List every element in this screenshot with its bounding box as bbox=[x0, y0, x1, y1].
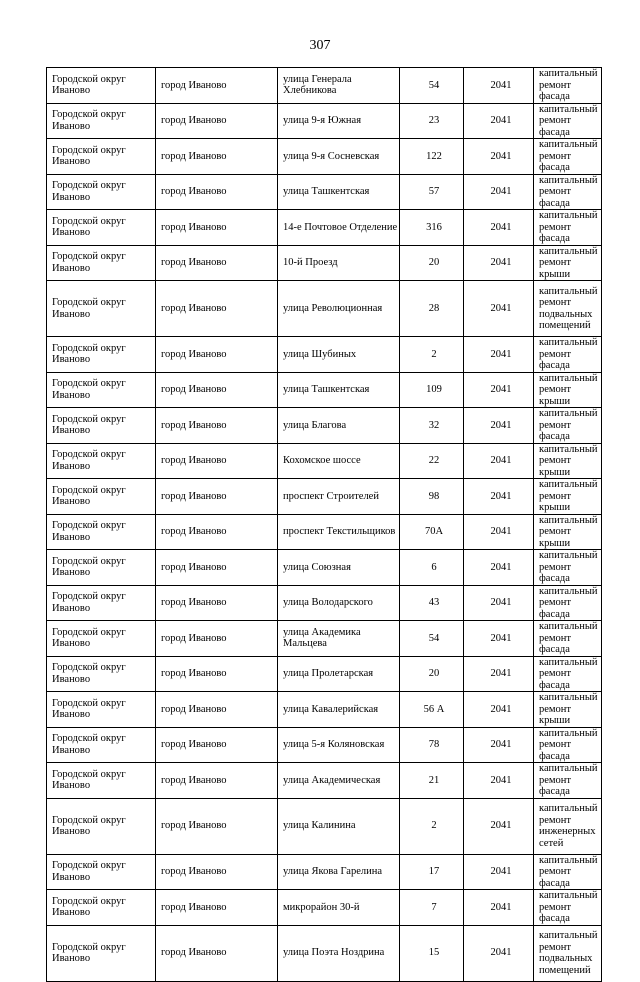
table-row bbox=[47, 443, 602, 479]
district-cell: Городской округ Иваново bbox=[47, 210, 156, 246]
year-cell: 2041 bbox=[464, 103, 534, 139]
address-table-body bbox=[47, 68, 602, 982]
table-row bbox=[47, 656, 602, 692]
house-cell: 20 bbox=[400, 656, 464, 692]
house-cell: 28 bbox=[400, 281, 464, 337]
district-cell: Городской округ Иваново bbox=[47, 727, 156, 763]
table-row bbox=[47, 727, 602, 763]
city-cell: город Иваново bbox=[156, 372, 278, 408]
house-cell: 17 bbox=[400, 854, 464, 890]
table-row bbox=[47, 514, 602, 550]
year-cell: 2041 bbox=[464, 550, 534, 586]
district-cell: Городской округ Иваново bbox=[47, 656, 156, 692]
street-cell: улица Ташкентская bbox=[278, 372, 400, 408]
table-row bbox=[47, 281, 602, 337]
work-type-cell: капитальный ремонт фасада bbox=[534, 890, 602, 926]
work-type-cell: капитальный ремонт фасада bbox=[534, 585, 602, 621]
city-cell: город Иваново bbox=[156, 210, 278, 246]
district-cell: Городской округ Иваново bbox=[47, 337, 156, 373]
street-cell: микрорайон 30-й bbox=[278, 890, 400, 926]
work-type-cell: капитальный ремонт фасада bbox=[534, 337, 602, 373]
year-cell: 2041 bbox=[464, 854, 534, 890]
year-cell: 2041 bbox=[464, 621, 534, 657]
house-cell: 43 bbox=[400, 585, 464, 621]
street-cell: улица 5-я Коляновская bbox=[278, 727, 400, 763]
district-cell: Городской округ Иваново bbox=[47, 372, 156, 408]
work-type-cell: капитальный ремонт фасада bbox=[534, 408, 602, 444]
street-cell: улица Кавалерийская bbox=[278, 692, 400, 728]
work-type-cell: капитальный ремонт крыши bbox=[534, 443, 602, 479]
year-cell: 2041 bbox=[464, 763, 534, 799]
address-table bbox=[46, 67, 602, 982]
work-type-cell: капитальный ремонт фасада bbox=[534, 174, 602, 210]
city-cell: город Иваново bbox=[156, 479, 278, 515]
year-cell: 2041 bbox=[464, 925, 534, 981]
house-cell: 7 bbox=[400, 890, 464, 926]
city-cell: город Иваново bbox=[156, 337, 278, 373]
city-cell: город Иваново bbox=[156, 763, 278, 799]
district-cell: Городской округ Иваново bbox=[47, 550, 156, 586]
year-cell: 2041 bbox=[464, 798, 534, 854]
street-cell: улица Генерала Хлебникова bbox=[278, 68, 400, 104]
table-row bbox=[47, 408, 602, 444]
house-cell: 22 bbox=[400, 443, 464, 479]
street-cell: улица Поэта Ноздрина bbox=[278, 925, 400, 981]
house-cell: 56 А bbox=[400, 692, 464, 728]
year-cell: 2041 bbox=[464, 890, 534, 926]
city-cell: город Иваново bbox=[156, 174, 278, 210]
district-cell: Городской округ Иваново bbox=[47, 798, 156, 854]
house-cell: 23 bbox=[400, 103, 464, 139]
house-cell: 32 bbox=[400, 408, 464, 444]
house-cell: 98 bbox=[400, 479, 464, 515]
district-cell: Городской округ Иваново bbox=[47, 925, 156, 981]
table-row bbox=[47, 692, 602, 728]
year-cell: 2041 bbox=[464, 245, 534, 281]
city-cell: город Иваново bbox=[156, 727, 278, 763]
city-cell: город Иваново bbox=[156, 514, 278, 550]
city-cell: город Иваново bbox=[156, 798, 278, 854]
year-cell: 2041 bbox=[464, 281, 534, 337]
house-cell: 78 bbox=[400, 727, 464, 763]
house-cell: 21 bbox=[400, 763, 464, 799]
street-cell: улица 9-я Южная bbox=[278, 103, 400, 139]
year-cell: 2041 bbox=[464, 139, 534, 175]
street-cell: улица Академическая bbox=[278, 763, 400, 799]
street-cell: проспект Текстильщиков bbox=[278, 514, 400, 550]
street-cell: улица Ташкентская bbox=[278, 174, 400, 210]
table-row bbox=[47, 103, 602, 139]
year-cell: 2041 bbox=[464, 408, 534, 444]
city-cell: город Иваново bbox=[156, 408, 278, 444]
house-cell: 70А bbox=[400, 514, 464, 550]
year-cell: 2041 bbox=[464, 210, 534, 246]
house-cell: 2 bbox=[400, 798, 464, 854]
year-cell: 2041 bbox=[464, 514, 534, 550]
work-type-cell: капитальный ремонт подвальных помещений bbox=[534, 281, 602, 337]
city-cell: город Иваново bbox=[156, 103, 278, 139]
house-cell: 54 bbox=[400, 621, 464, 657]
district-cell: Городской округ Иваново bbox=[47, 139, 156, 175]
table-row bbox=[47, 210, 602, 246]
city-cell: город Иваново bbox=[156, 281, 278, 337]
city-cell: город Иваново bbox=[156, 443, 278, 479]
table-row bbox=[47, 479, 602, 515]
work-type-cell: капитальный ремонт крыши bbox=[534, 692, 602, 728]
district-cell: Городской округ Иваново bbox=[47, 281, 156, 337]
city-cell: город Иваново bbox=[156, 621, 278, 657]
work-type-cell: капитальный ремонт фасада bbox=[534, 656, 602, 692]
district-cell: Городской округ Иваново bbox=[47, 103, 156, 139]
house-cell: 2 bbox=[400, 337, 464, 373]
street-cell: Кохомское шоссе bbox=[278, 443, 400, 479]
table-row bbox=[47, 372, 602, 408]
city-cell: город Иваново bbox=[156, 68, 278, 104]
table-row bbox=[47, 139, 602, 175]
district-cell: Городской округ Иваново bbox=[47, 479, 156, 515]
work-type-cell: капитальный ремонт фасада bbox=[534, 210, 602, 246]
year-cell: 2041 bbox=[464, 372, 534, 408]
street-cell: проспект Строителей bbox=[278, 479, 400, 515]
work-type-cell: капитальный ремонт инженерных сетей bbox=[534, 798, 602, 854]
street-cell: 14-е Почтовое Отделение bbox=[278, 210, 400, 246]
page-number: 307 bbox=[309, 38, 331, 53]
table-row bbox=[47, 763, 602, 799]
work-type-cell: капитальный ремонт фасада bbox=[534, 854, 602, 890]
work-type-cell: капитальный ремонт крыши bbox=[534, 514, 602, 550]
district-cell: Городской округ Иваново bbox=[47, 408, 156, 444]
street-cell: улица Володарского bbox=[278, 585, 400, 621]
district-cell: Городской округ Иваново bbox=[47, 245, 156, 281]
city-cell: город Иваново bbox=[156, 890, 278, 926]
street-cell: улица Шубиных bbox=[278, 337, 400, 373]
work-type-cell: капитальный ремонт фасада bbox=[534, 621, 602, 657]
table-row bbox=[47, 68, 602, 104]
table-row bbox=[47, 585, 602, 621]
year-cell: 2041 bbox=[464, 727, 534, 763]
city-cell: город Иваново bbox=[156, 585, 278, 621]
street-cell: улица Академика Мальцева bbox=[278, 621, 400, 657]
city-cell: город Иваново bbox=[156, 656, 278, 692]
table-row bbox=[47, 925, 602, 981]
work-type-cell: капитальный ремонт крыши bbox=[534, 245, 602, 281]
table-row bbox=[47, 174, 602, 210]
house-cell: 15 bbox=[400, 925, 464, 981]
work-type-cell: капитальный ремонт фасада bbox=[534, 139, 602, 175]
house-cell: 122 bbox=[400, 139, 464, 175]
work-type-cell: капитальный ремонт фасада bbox=[534, 550, 602, 586]
district-cell: Городской округ Иваново bbox=[47, 68, 156, 104]
work-type-cell: капитальный ремонт крыши bbox=[534, 479, 602, 515]
year-cell: 2041 bbox=[464, 68, 534, 104]
city-cell: город Иваново bbox=[156, 854, 278, 890]
table-row bbox=[47, 337, 602, 373]
street-cell: улица Калинина bbox=[278, 798, 400, 854]
house-cell: 54 bbox=[400, 68, 464, 104]
street-cell: улица 9-я Сосневская bbox=[278, 139, 400, 175]
table-row bbox=[47, 550, 602, 586]
work-type-cell: капитальный ремонт фасада bbox=[534, 763, 602, 799]
year-cell: 2041 bbox=[464, 656, 534, 692]
house-cell: 20 bbox=[400, 245, 464, 281]
work-type-cell: капитальный ремонт фасада bbox=[534, 103, 602, 139]
street-cell: улица Союзная bbox=[278, 550, 400, 586]
district-cell: Городской округ Иваново bbox=[47, 443, 156, 479]
work-type-cell: капитальный ремонт фасада bbox=[534, 68, 602, 104]
year-cell: 2041 bbox=[464, 443, 534, 479]
work-type-cell: капитальный ремонт фасада bbox=[534, 727, 602, 763]
district-cell: Городской округ Иваново bbox=[47, 174, 156, 210]
table-row bbox=[47, 798, 602, 854]
street-cell: 10-й Проезд bbox=[278, 245, 400, 281]
district-cell: Городской округ Иваново bbox=[47, 514, 156, 550]
city-cell: город Иваново bbox=[156, 692, 278, 728]
table-row bbox=[47, 890, 602, 926]
street-cell: улица Революционная bbox=[278, 281, 400, 337]
year-cell: 2041 bbox=[464, 585, 534, 621]
house-cell: 109 bbox=[400, 372, 464, 408]
work-type-cell: капитальный ремонт крыши bbox=[534, 372, 602, 408]
street-cell: улица Благова bbox=[278, 408, 400, 444]
year-cell: 2041 bbox=[464, 174, 534, 210]
district-cell: Городской округ Иваново bbox=[47, 763, 156, 799]
district-cell: Городской округ Иваново bbox=[47, 585, 156, 621]
city-cell: город Иваново bbox=[156, 925, 278, 981]
district-cell: Городской округ Иваново bbox=[47, 854, 156, 890]
house-cell: 57 bbox=[400, 174, 464, 210]
city-cell: город Иваново bbox=[156, 245, 278, 281]
district-cell: Городской округ Иваново bbox=[47, 692, 156, 728]
district-cell: Городской округ Иваново bbox=[47, 890, 156, 926]
table-row bbox=[47, 854, 602, 890]
year-cell: 2041 bbox=[464, 337, 534, 373]
house-cell: 316 bbox=[400, 210, 464, 246]
street-cell: улица Пролетарская bbox=[278, 656, 400, 692]
city-cell: город Иваново bbox=[156, 550, 278, 586]
city-cell: город Иваново bbox=[156, 139, 278, 175]
district-cell: Городской округ Иваново bbox=[47, 621, 156, 657]
table-row bbox=[47, 245, 602, 281]
house-cell: 6 bbox=[400, 550, 464, 586]
year-cell: 2041 bbox=[464, 479, 534, 515]
street-cell: улица Якова Гарелина bbox=[278, 854, 400, 890]
table-row bbox=[47, 621, 602, 657]
work-type-cell: капитальный ремонт подвальных помещений bbox=[534, 925, 602, 981]
year-cell: 2041 bbox=[464, 692, 534, 728]
